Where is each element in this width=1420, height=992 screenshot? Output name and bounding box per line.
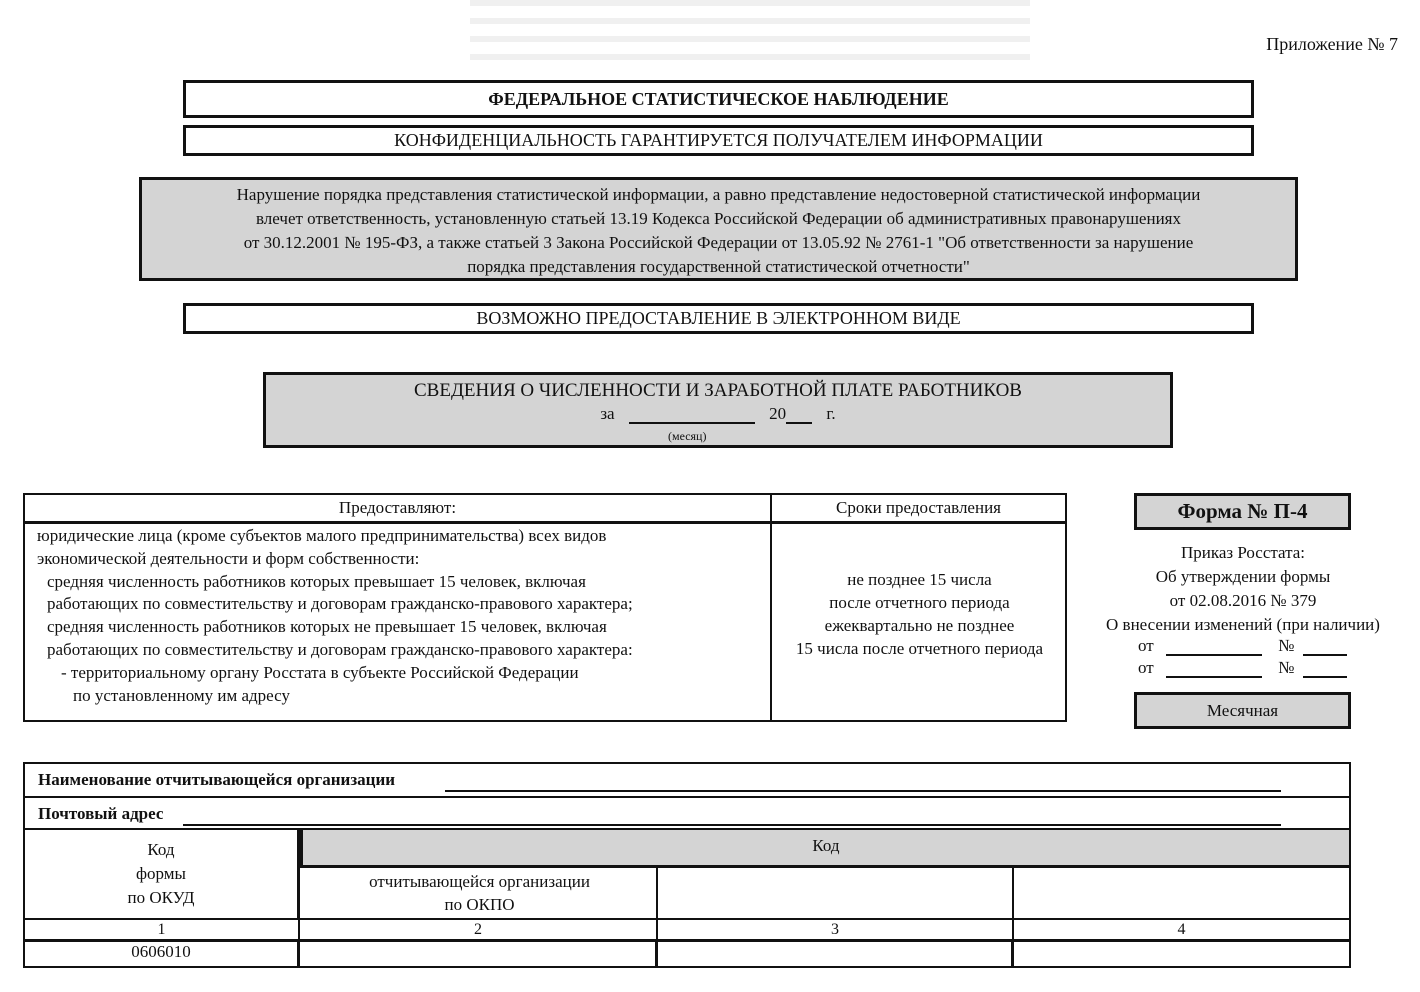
deadline-line: 15 числа после отчетного периода	[795, 639, 1044, 658]
deadline-line: не позднее 15 числа	[847, 570, 992, 589]
column-number: 2	[300, 920, 658, 941]
okpo-header-line: отчитывающейся организации	[369, 872, 590, 891]
deadlines-header	[772, 495, 1065, 524]
warning-line: влечет ответственность, установленную статьей 13.19 Кодекса Российской Федерации об административных правонарушениях	[256, 209, 1181, 228]
month-caption: (месяц)	[668, 429, 707, 443]
submitter-line: средняя численность работников которых превышает 15 человек, включая	[47, 571, 586, 591]
report-title: СВЕДЕНИЯ О ЧИСЛЕННОСТИ И ЗАРАБОТНОЙ ПЛАТЕ РАБОТНИКОВ	[414, 380, 1022, 401]
okpo-header-line: по ОКПО	[444, 895, 515, 914]
okpo-header	[303, 868, 658, 918]
okpo-code-field[interactable]	[300, 942, 658, 966]
column-number: 1	[25, 920, 300, 941]
year-suffix: г.	[826, 404, 836, 423]
amendment-date-field[interactable]	[1166, 658, 1262, 678]
electronic-submission-text: ВОЗМОЖНО ПРЕДОСТАВЛЕНИЕ В ЭЛЕКТРОННОМ ВИДЕ	[476, 308, 961, 328]
confidentiality-header	[183, 125, 1254, 156]
ot-label: от	[1138, 636, 1154, 655]
period-line	[266, 404, 1170, 424]
submitter-line: юридические лица (кроме субъектов малого предпринимательства) всех видов	[37, 526, 607, 545]
okud-code-header	[25, 830, 300, 918]
code-col-4-field[interactable]	[1014, 942, 1349, 966]
order-line: Об утверждении формы	[1155, 567, 1331, 586]
code-col-3-field[interactable]	[658, 942, 1014, 966]
submitter-line: - территориальному органу Росстата в субъекте Российской Федерации	[61, 662, 579, 682]
periodicity-box	[1134, 692, 1351, 729]
org-name-field[interactable]	[445, 790, 1281, 792]
code-group-header-text: Код	[812, 836, 840, 855]
legal-warning-box	[139, 177, 1298, 281]
organization-table	[23, 762, 1351, 968]
okud-header-line: формы	[136, 864, 186, 883]
submitters-header-text: Предоставляют:	[338, 498, 457, 517]
submitter-line: средняя численность работников которых не превышает 15 человек, включая	[47, 617, 607, 637]
order-line: О внесении изменений (при наличии)	[1106, 615, 1380, 634]
amendment-row-2	[1138, 658, 1347, 678]
warning-line: от 30.12.2001 № 195-ФЗ, а также статьей 3 Закона Российской Федерации от 13.05.92 № 2761-1 "Об ответственности за нарушение	[243, 233, 1194, 252]
warning-line: порядка представления государственной статистической отчетности"	[467, 257, 970, 276]
amendment-number-field[interactable]	[1303, 658, 1347, 678]
electronic-submission-box	[183, 303, 1254, 334]
submission-table	[23, 493, 1067, 722]
submission-table-divider	[770, 524, 772, 720]
submitter-line: работающих по совместительству и договорам гражданско-правового характера;	[47, 594, 633, 614]
code-col-4-header	[1014, 868, 1349, 918]
month-field[interactable]	[629, 404, 755, 424]
order-info	[1080, 541, 1406, 637]
postal-address-field[interactable]	[183, 824, 1281, 826]
year-prefix: 20	[769, 404, 787, 423]
postal-label: Почтовый адрес	[38, 804, 164, 823]
column-number: 3	[658, 920, 1014, 941]
submitter-line: по установленному им адресу	[73, 685, 290, 705]
amendment-date-field[interactable]	[1166, 636, 1262, 656]
submitters-list	[37, 525, 767, 707]
postal-row	[25, 798, 1349, 830]
periodicity: Месячная	[1206, 701, 1279, 720]
report-title-box	[263, 372, 1173, 448]
deadline-line: после отчетного периода	[829, 593, 1010, 612]
column-number: 4	[1177, 921, 1186, 938]
warning-line: Нарушение порядка представления статистической информации, а равно представление недостоверной статистической информации	[236, 185, 1201, 204]
deadlines-header-text: Сроки предоставления	[835, 498, 1001, 517]
column-numbers-row	[25, 918, 1349, 942]
federal-observation-text: ФЕДЕРАЛЬНОЕ СТАТИСТИЧЕСКОЕ НАБЛЮДЕНИЕ	[488, 89, 949, 109]
confidentiality-text: КОНФИДЕНЦИАЛЬНОСТЬ ГАРАНТИРУЕТСЯ ПОЛУЧАТЕЛЕМ ИНФОРМАЦИИ	[394, 130, 1043, 150]
bleed-through-ghost	[470, 0, 1030, 60]
form-number-box	[1134, 493, 1351, 530]
order-line: Приказ Росстата:	[1180, 543, 1306, 562]
appendix-label: Приложение № 7	[1266, 34, 1398, 54]
number-sign: №	[1278, 658, 1295, 677]
submitter-line: экономической деятельности и форм собственности:	[37, 548, 420, 568]
ot-label: от	[1138, 658, 1154, 677]
codes-values-row	[25, 942, 1349, 966]
deadline-line: ежеквартально не позднее	[824, 616, 1015, 635]
number-sign: №	[1278, 636, 1295, 655]
submitters-header	[25, 495, 772, 524]
okud-header-line: Код	[147, 840, 175, 859]
year-field[interactable]	[786, 404, 812, 424]
okud-code-value: 0606010	[25, 942, 300, 966]
code-col-3-header	[658, 868, 1014, 918]
submitter-line: работающих по совместительству и договорам гражданско-правового характера:	[47, 639, 633, 659]
code-group-header	[300, 830, 1349, 868]
order-line: от 02.08.2016 № 379	[1169, 591, 1317, 610]
okud-header-line: по ОКУД	[127, 888, 195, 907]
amendment-number-field[interactable]	[1303, 636, 1347, 656]
form-number: Форма № П-4	[1177, 499, 1308, 523]
deadlines-list	[774, 568, 1065, 660]
amendment-row-1	[1138, 636, 1347, 656]
org-name-row	[25, 764, 1349, 798]
federal-observation-header	[183, 80, 1254, 118]
period-za: за	[600, 404, 615, 423]
org-name-label: Наименование отчитывающейся организации	[38, 770, 396, 789]
